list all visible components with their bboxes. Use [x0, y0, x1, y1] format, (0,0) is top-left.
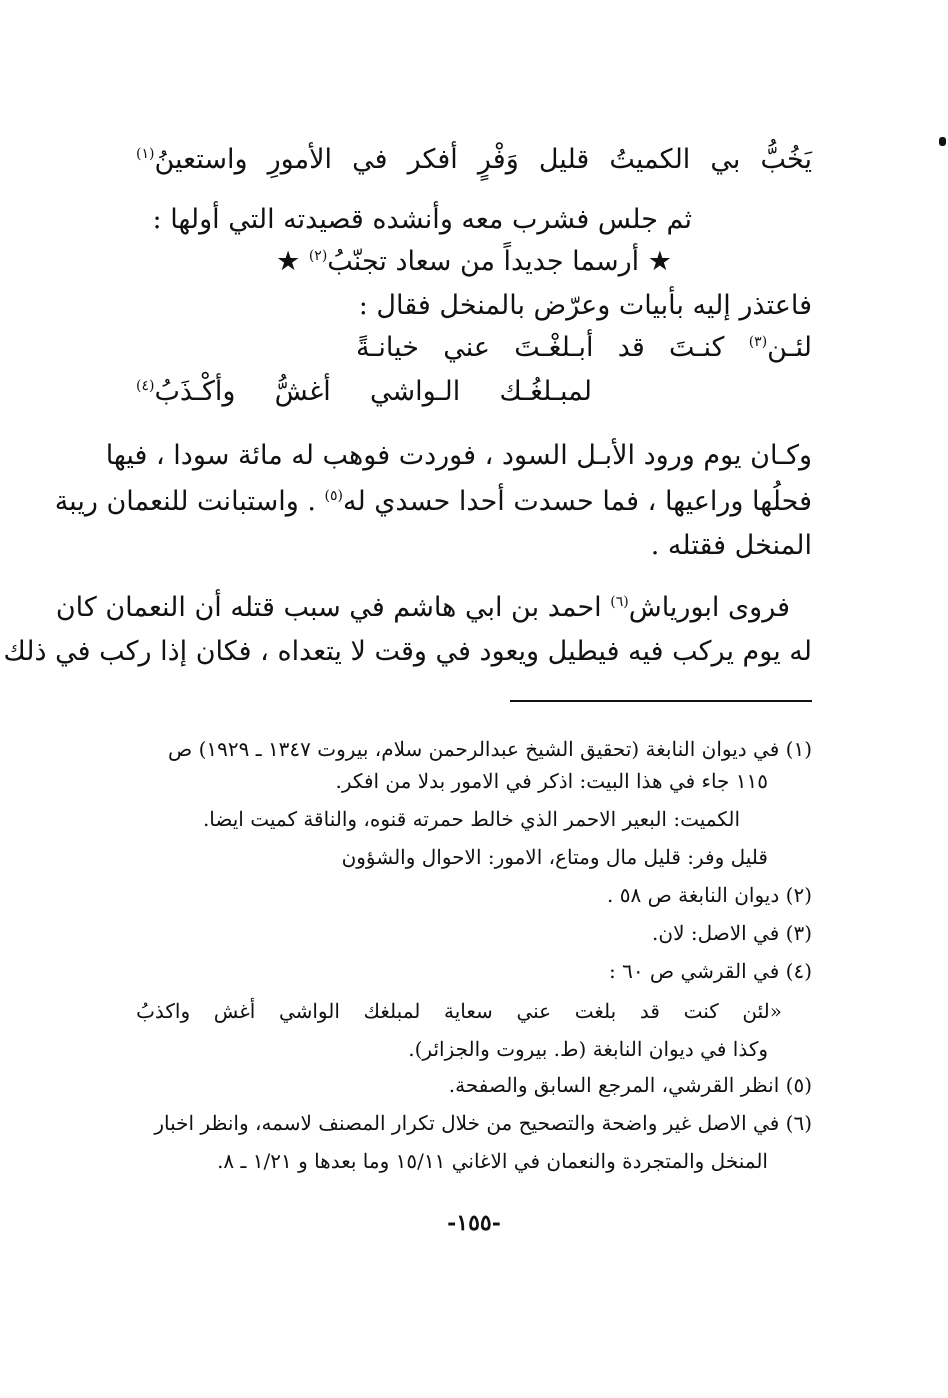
paragraph-text: المنخل فقتله .: [650, 530, 812, 561]
footnote-1-line-3: [136, 804, 740, 834]
verse-word: وَفْرٍ: [477, 144, 519, 175]
verse-word: أبـلغْـتَ: [514, 332, 594, 363]
footnote-text: وكذا في ديوان النابغة (ط. بيروت والجزائر).: [408, 1037, 768, 1061]
verse-word: قليل: [538, 144, 590, 175]
apology-line: [136, 286, 812, 326]
footnote-1-line-2: [136, 766, 768, 796]
verse-word-with-note: [136, 372, 235, 412]
quote-word: «لئن: [742, 999, 782, 1023]
verse-line-2: [356, 328, 812, 368]
verse-word: قد: [617, 332, 645, 363]
page-number: -١٥٥-: [447, 1210, 501, 1236]
verse-word: الـواشي: [369, 376, 461, 407]
paragraph-text: له يوم يركب فيه فيطيل ويعود في وقت لا يتعداه ، فكان إذا ركب في ذلك: [3, 636, 812, 667]
verse-word: لئـن: [767, 332, 812, 363]
star-icon: ★: [647, 246, 672, 277]
quote-word: الواشي: [278, 999, 340, 1023]
verse-word: أفكر: [407, 144, 458, 175]
intro-text: ثم جلس فشرب معه وأنشده قصيدته التي أولها :: [152, 204, 692, 235]
footnote-ref: (٣): [748, 334, 768, 350]
footnote-text: الكميت: البعير الاحمر الذي خالط حمرته قنوه، والناقة كميت ايضا.: [202, 807, 740, 831]
hemistich-line: [136, 242, 812, 282]
footnote-2: [136, 880, 812, 910]
verse-word: واستعينُ: [154, 144, 248, 175]
footnote-ref: (٢): [308, 248, 328, 264]
footnote-text: (٤) في القرشي ص ٦٠ :: [608, 959, 812, 983]
quote-word: واكذبُ: [136, 999, 191, 1023]
verse-word: عني: [443, 332, 490, 363]
paragraph-1-line-2: [54, 482, 812, 522]
paragraph-1-line-3: [136, 526, 812, 566]
verse-word: كنـتَ: [669, 332, 725, 363]
verse-line-3: [136, 372, 812, 412]
verse-word-with-note: [136, 140, 248, 180]
star-icon: ★: [276, 246, 301, 277]
paragraph-text: . واستبانت للنعمان ريبة: [54, 486, 325, 517]
footnote-text: قليل وفر: قليل مال ومتاع، الامور: الاحوال والشؤون: [341, 845, 768, 869]
hemistich-text: أرسما جديداً من سعاد تجنّبُ: [327, 246, 640, 277]
footnote-text: (١) في ديوان النابغة (تحقيق الشيخ عبدالرحمن سلام، بيروت ١٣٤٧ ـ ١٩٢٩) ص: [168, 737, 812, 761]
quote-word: عني: [516, 999, 552, 1023]
footnote-text: ١١٥ جاء في هذا البيت: اذكر في الامور بدلا من افكر.: [335, 769, 768, 793]
footnote-4-quote: [136, 996, 812, 1026]
quote-word: سعاية: [444, 999, 493, 1023]
paragraph-text: احمد بن ابي هاشم في سبب قتله أن النعمان كان: [55, 592, 611, 623]
footnote-text: (٣) في الاصل: لان.: [652, 921, 812, 945]
footnote-text: (٥) انظر القرشي، المرجع السابق والصفحة.: [448, 1073, 812, 1097]
verse-word: أغشُّ: [274, 376, 331, 407]
quote-word: قد: [639, 999, 660, 1023]
footnote-4-line-2: [136, 1034, 768, 1064]
verse-word: وأكْـذَبُ: [154, 376, 236, 407]
intro-line: [136, 200, 812, 240]
footnote-text: المنخل والمتجردة والنعمان في الاغاني ١٥/١١ وما بعدها و ١/٢١ ـ ٨.: [217, 1149, 768, 1173]
footnote-6-line-2: [136, 1146, 768, 1176]
verse-word: خيانـةً: [356, 332, 419, 363]
footnote-divider: [510, 700, 812, 702]
paragraph-2-line-1: [55, 588, 812, 628]
paragraph-text: فروى ابورياش: [628, 592, 790, 623]
footnote-6-line-1: [136, 1108, 812, 1138]
verse-word: يَخُبُّ: [760, 144, 812, 175]
footnote-4: [136, 956, 812, 986]
margin-mark: [939, 137, 946, 146]
quote-word: كنت: [683, 999, 719, 1023]
footnote-text: (٢) ديوان النابغة ص ٥٨ .: [607, 883, 812, 907]
verse-line-1: [136, 140, 812, 180]
verse-word: الأمورِ: [267, 144, 332, 175]
paragraph-text: فحلُها وراعيها ، فما حسدت أحدا حسدي له: [342, 486, 812, 517]
quote-word: بلغت: [574, 999, 617, 1023]
apology-text: فاعتذر إليه بأبيات وعرّض بالمنخل فقال :: [358, 290, 812, 321]
paragraph-1-line-1: [105, 436, 812, 476]
footnote-3: [136, 918, 812, 948]
verse-word: في: [352, 144, 388, 175]
footnote-ref: (١): [136, 146, 155, 162]
paragraph-text: وكـان يوم ورود الأبـل السود ، فوردت فوهب له مائة سودا ، فيها: [105, 440, 812, 471]
verse-word: الكميتُ: [609, 144, 691, 175]
verse-word-with-note: [749, 328, 812, 368]
footnote-ref: (٦): [610, 594, 629, 610]
quote-word: أغش: [213, 999, 256, 1023]
footnote-text: (٦) في الاصل غير واضحة والتصحيح من خلال تكرار المصنف لاسمه، وانظر اخبار: [154, 1111, 812, 1135]
verse-word: لمبـلغُـك: [499, 376, 592, 407]
paragraph-2-line-2: [3, 632, 812, 672]
footnote-ref: (٥): [324, 488, 343, 504]
verse-word: بي: [710, 144, 741, 175]
footnote-1-line-4: [136, 842, 768, 872]
footnote-ref: (٤): [136, 378, 155, 394]
footnote-1-line-1: [136, 734, 812, 764]
footnote-5: [136, 1070, 812, 1100]
paragraph-text-wrap: [56, 588, 790, 628]
quote-word: لمبلغك: [363, 999, 421, 1023]
